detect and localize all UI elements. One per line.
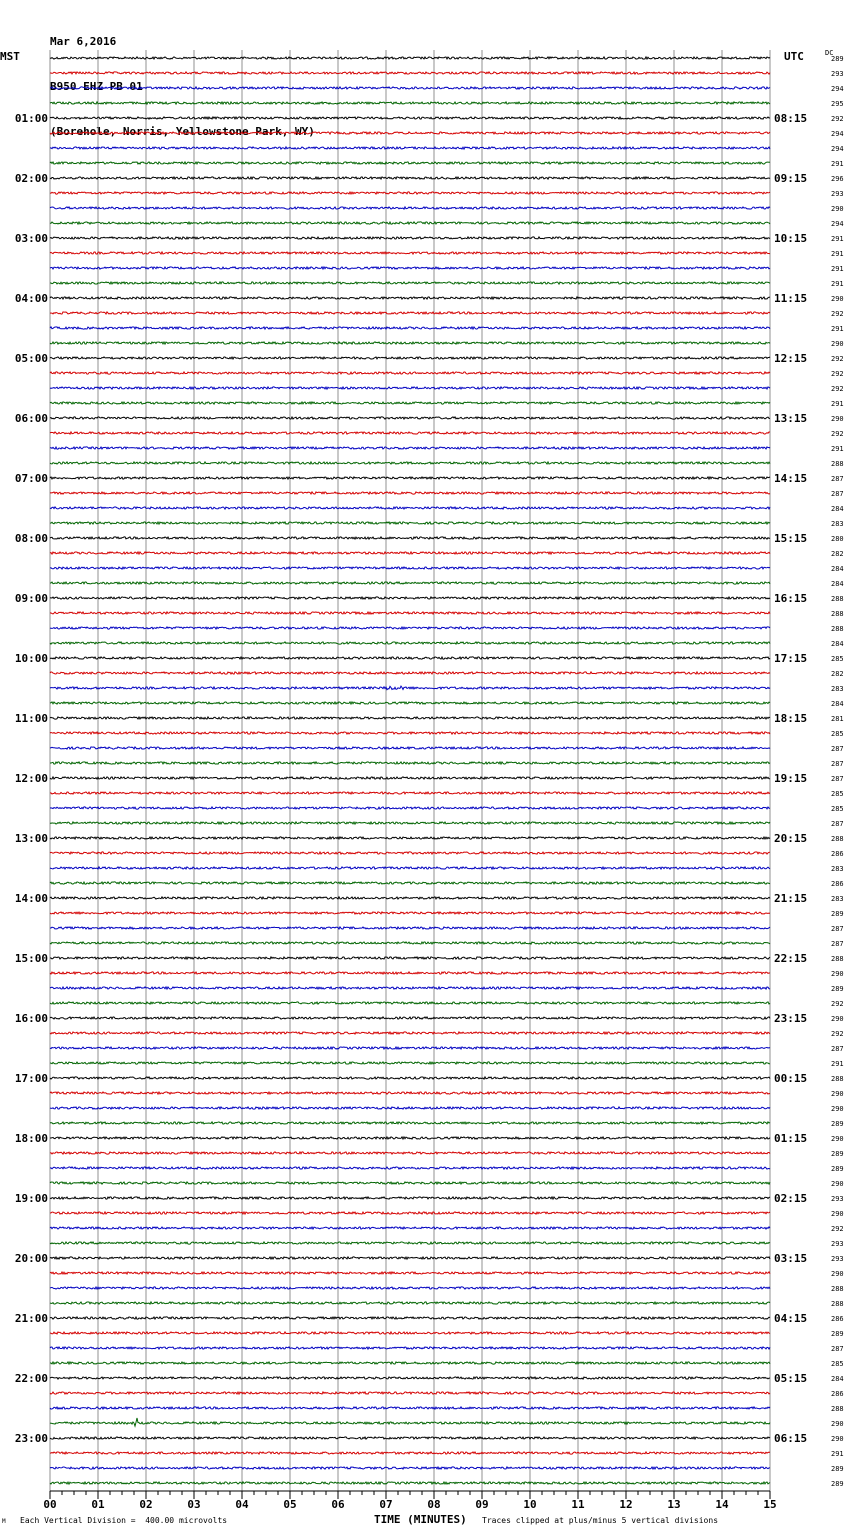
trace-line — [50, 57, 770, 59]
dc-offset-label: 280 — [831, 535, 844, 543]
trace-line — [50, 537, 770, 539]
left-hour-label: 16:00 — [14, 1012, 48, 1025]
x-tick-label: 08 — [427, 1498, 441, 1511]
dc-offset-label: 289 — [831, 985, 844, 993]
dc-offset-label: 292 — [831, 370, 844, 378]
dc-offset-label: 294 — [831, 130, 844, 138]
dc-offset-label: 292 — [831, 1225, 844, 1233]
dc-offset-label: 290 — [831, 1210, 844, 1218]
left-hour-label: 05:00 — [14, 352, 48, 365]
x-tick-label: 00 — [43, 1498, 57, 1511]
dc-offset-label: 284 — [831, 1375, 844, 1383]
dc-offset-label: 287 — [831, 490, 844, 498]
right-hour-label: 01:15 — [774, 1132, 808, 1145]
dc-offset-label: 290 — [831, 1090, 844, 1098]
trace-line — [50, 402, 770, 404]
trace-line — [50, 1047, 770, 1049]
trace-line — [50, 1212, 770, 1214]
trace-line — [50, 822, 770, 824]
dc-offset-label: 289 — [831, 1150, 844, 1158]
trace-line — [50, 132, 770, 134]
dc-offset-label: 291 — [831, 325, 844, 333]
trace-line — [50, 522, 770, 524]
dc-offset-label: 288 — [831, 625, 844, 633]
trace-line — [50, 1362, 770, 1364]
x-tick-label: 05 — [283, 1498, 297, 1511]
dc-offset-label: 290 — [831, 1180, 844, 1188]
trace-line — [50, 897, 770, 899]
trace-line — [50, 567, 770, 569]
trace-line — [50, 1377, 770, 1379]
dc-offset-label: 291 — [831, 1060, 844, 1068]
left-timezone-label: MST — [0, 50, 20, 63]
dc-offset-label: 286 — [831, 1315, 844, 1323]
clip-note: Traces clipped at plus/minus 5 vertical divisions — [482, 1516, 719, 1525]
right-hour-label: 18:15 — [774, 712, 808, 725]
trace-line — [50, 702, 770, 704]
trace-line — [50, 642, 770, 644]
dc-offset-label: 293 — [831, 190, 844, 198]
trace-line — [50, 1167, 770, 1169]
dc-offset-label: 285 — [831, 790, 844, 798]
left-hour-label: 10:00 — [14, 652, 48, 665]
right-hour-label: 05:15 — [774, 1372, 808, 1385]
left-hour-label: 20:00 — [14, 1252, 48, 1265]
dc-offset-label: 287 — [831, 1345, 844, 1353]
dc-offset-label: 284 — [831, 580, 844, 588]
dc-offset-label: 288 — [831, 610, 844, 618]
dc-offset-label: 291 — [831, 235, 844, 243]
record-date: Mar 6,2016 — [50, 35, 117, 48]
dc-offset-label: 288 — [831, 835, 844, 843]
right-hour-label: 16:15 — [774, 592, 808, 605]
left-hour-label: 03:00 — [14, 232, 48, 245]
trace-line — [50, 957, 770, 959]
trace-line — [50, 1062, 770, 1064]
right-hour-label: 04:15 — [774, 1312, 808, 1325]
trace-line — [50, 162, 770, 164]
trace-line — [50, 267, 770, 269]
dc-offset-label: 284 — [831, 565, 844, 573]
dc-offset-label: 288 — [831, 595, 844, 603]
trace-line — [50, 747, 770, 749]
dc-offset-label: 290 — [831, 415, 844, 423]
dc-offset-label: 292 — [831, 385, 844, 393]
left-hour-label: 07:00 — [14, 472, 48, 485]
dc-offset-label: 290 — [831, 970, 844, 978]
trace-line — [50, 1418, 770, 1426]
dc-offset-label: 287 — [831, 745, 844, 753]
dc-offset-label: 292 — [831, 430, 844, 438]
trace-line — [50, 432, 770, 434]
dc-offset-label: 293 — [831, 1240, 844, 1248]
trace-line — [50, 987, 770, 989]
x-tick-label: 14 — [715, 1498, 729, 1511]
trace-line — [50, 807, 770, 809]
dc-offset-label: 289 — [831, 1120, 844, 1128]
left-hour-label: 11:00 — [14, 712, 48, 725]
trace-line — [50, 1002, 770, 1004]
left-hour-label: 06:00 — [14, 412, 48, 425]
dc-offset-label: 282 — [831, 670, 844, 678]
dc-offset-label: 292 — [831, 1000, 844, 1008]
trace-line — [50, 72, 770, 74]
dc-offset-label: 291 — [831, 445, 844, 453]
left-hour-label: 02:00 — [14, 172, 48, 185]
dc-offset-label: 296 — [831, 175, 844, 183]
right-hour-label: 11:15 — [774, 292, 808, 305]
station-location: (Borehole, Norris, Yellowstone Park, WY) — [50, 125, 315, 138]
trace-line — [50, 447, 770, 449]
trace-line — [50, 777, 770, 779]
trace-line — [50, 717, 770, 719]
trace-line — [50, 582, 770, 584]
dc-offset-label: 288 — [831, 1285, 844, 1293]
dc-offset-label: 281 — [831, 715, 844, 723]
right-hour-label: 21:15 — [774, 892, 808, 905]
right-hour-label: 10:15 — [774, 232, 808, 245]
left-hour-label: 12:00 — [14, 772, 48, 785]
trace-line — [50, 492, 770, 494]
right-hour-label: 14:15 — [774, 472, 808, 485]
trace-line — [50, 252, 770, 254]
dc-offset-label: 290 — [831, 1435, 844, 1443]
trace-line — [50, 147, 770, 149]
left-hour-label: 01:00 — [14, 112, 48, 125]
trace-line — [50, 1137, 770, 1139]
dc-offset-label: 284 — [831, 640, 844, 648]
trace-line — [50, 867, 770, 869]
trace-line — [50, 1332, 770, 1334]
dc-offset-label: 285 — [831, 655, 844, 663]
x-tick-label: 15 — [763, 1498, 777, 1511]
trace-line — [50, 507, 770, 509]
right-hour-label: 20:15 — [774, 832, 808, 845]
left-hour-label: 13:00 — [14, 832, 48, 845]
trace-line — [50, 1302, 770, 1304]
dc-offset-label: 286 — [831, 880, 844, 888]
dc-offset-label: 288 — [831, 1300, 844, 1308]
left-hour-label: 17:00 — [14, 1072, 48, 1085]
trace-line — [50, 1347, 770, 1349]
trace-line — [50, 1317, 770, 1319]
dc-offset-label: 287 — [831, 925, 844, 933]
x-tick-label: 01 — [91, 1498, 105, 1511]
dc-offset-label: 288 — [831, 1075, 844, 1083]
trace-line — [50, 117, 770, 119]
right-hour-label: 02:15 — [774, 1192, 808, 1205]
trace-line — [50, 552, 770, 554]
x-tick-label: 07 — [379, 1498, 393, 1511]
trace-line — [50, 792, 770, 794]
trace-line — [50, 237, 770, 239]
right-hour-label: 00:15 — [774, 1072, 808, 1085]
dc-offset-label: 291 — [831, 1450, 844, 1458]
dc-offset-label: 286 — [831, 1390, 844, 1398]
right-hour-label: 17:15 — [774, 652, 808, 665]
dc-offset-label: 293 — [831, 1195, 844, 1203]
right-hour-label: 09:15 — [774, 172, 808, 185]
dc-offset-label: 283 — [831, 865, 844, 873]
trace-line — [50, 1482, 770, 1484]
x-tick-label: 06 — [331, 1498, 345, 1511]
right-hour-label: 08:15 — [774, 112, 808, 125]
left-hour-label: 19:00 — [14, 1192, 48, 1205]
dc-offset-label: 285 — [831, 805, 844, 813]
right-hour-label: 22:15 — [774, 952, 808, 965]
dc-offset-label: 287 — [831, 775, 844, 783]
dc-offset-label: 291 — [831, 400, 844, 408]
left-hour-label: 15:00 — [14, 952, 48, 965]
left-hour-label: 04:00 — [14, 292, 48, 305]
right-hour-label: 12:15 — [774, 352, 808, 365]
dc-offset-label: 293 — [831, 70, 844, 78]
dc-offset-label: 287 — [831, 940, 844, 948]
right-hour-label: 03:15 — [774, 1252, 808, 1265]
x-tick-label: 11 — [571, 1498, 585, 1511]
dc-offset-label: 287 — [831, 820, 844, 828]
dc-offset-label: 291 — [831, 280, 844, 288]
trace-line — [50, 387, 770, 389]
dc-offset-label: 289 — [831, 1330, 844, 1338]
right-hour-label: 15:15 — [774, 532, 808, 545]
dc-offset-label: 291 — [831, 250, 844, 258]
trace-line — [50, 342, 770, 344]
trace-line — [50, 1272, 770, 1274]
trace-line — [50, 357, 770, 359]
trace-line — [50, 222, 770, 224]
trace-line — [50, 672, 770, 674]
trace-line — [50, 686, 770, 690]
dc-offset-label: 287 — [831, 475, 844, 483]
trace-line — [50, 597, 770, 599]
trace-line — [50, 297, 770, 299]
dc-offset-label: 282 — [831, 550, 844, 558]
trace-line — [50, 87, 770, 89]
trace-line — [50, 1227, 770, 1229]
trace-line — [50, 1107, 770, 1109]
trace-line — [50, 1122, 770, 1124]
trace-line — [50, 1437, 770, 1439]
dc-offset-label: 283 — [831, 685, 844, 693]
trace-line — [50, 657, 770, 659]
dc-offset-label: 285 — [831, 1360, 844, 1368]
dc-offset-label: 295 — [831, 100, 844, 108]
trace-line — [50, 1197, 770, 1199]
trace-line — [50, 732, 770, 734]
trace-line — [50, 312, 770, 314]
left-hour-label: 18:00 — [14, 1132, 48, 1145]
trace-line — [50, 837, 770, 839]
trace-line — [50, 912, 770, 914]
right-hour-label: 19:15 — [774, 772, 808, 785]
scale-note: Each Vertical Division = 400.00 microvolts — [20, 1516, 228, 1525]
dc-offset-label: 290 — [831, 205, 844, 213]
dc-offset-label: 288 — [831, 955, 844, 963]
trace-line — [50, 1092, 770, 1094]
dc-offset-label: 285 — [831, 730, 844, 738]
dc-column-label: DC — [825, 49, 834, 57]
trace-line — [50, 1152, 770, 1154]
dc-offset-label: 290 — [831, 1015, 844, 1023]
dc-offset-label: 289 — [831, 1465, 844, 1473]
trace-line — [50, 1242, 770, 1244]
dc-offset-label: 283 — [831, 520, 844, 528]
trace-line — [50, 207, 770, 209]
trace-line — [50, 477, 770, 479]
trace-line — [50, 972, 770, 974]
dc-offset-label: 289 — [831, 1480, 844, 1488]
dc-offset-label: 283 — [831, 895, 844, 903]
dc-offset-label: 293 — [831, 1255, 844, 1263]
left-hour-label: 14:00 — [14, 892, 48, 905]
left-hour-label: 21:00 — [14, 1312, 48, 1325]
trace-line — [50, 1287, 770, 1289]
dc-offset-label: 290 — [831, 340, 844, 348]
left-hour-label: 09:00 — [14, 592, 48, 605]
dc-offset-label: 292 — [831, 1030, 844, 1038]
dc-offset-label: 294 — [831, 85, 844, 93]
trace-line — [50, 927, 770, 929]
dc-offset-label: 284 — [831, 505, 844, 513]
trace-line — [50, 1467, 770, 1469]
right-timezone-label: UTC — [784, 50, 804, 63]
trace-line — [50, 1392, 770, 1394]
left-hour-label: 22:00 — [14, 1372, 48, 1385]
dc-offset-label: 294 — [831, 145, 844, 153]
trace-line — [50, 627, 770, 629]
trace-line — [50, 192, 770, 194]
dc-offset-label: 289 — [831, 1165, 844, 1173]
station-code: B950 EHZ PB 01 — [50, 80, 143, 93]
trace-line — [50, 1257, 770, 1259]
dc-offset-label: 289 — [831, 910, 844, 918]
trace-line — [50, 282, 770, 284]
left-hour-label: 23:00 — [14, 1432, 48, 1445]
dc-offset-label: 290 — [831, 295, 844, 303]
dc-offset-label: 284 — [831, 700, 844, 708]
dc-offset-label: 286 — [831, 850, 844, 858]
trace-line — [50, 417, 770, 419]
trace-line — [50, 762, 770, 764]
trace-line — [50, 462, 770, 464]
x-axis-title: TIME (MINUTES) — [374, 1513, 467, 1526]
dc-offset-label: 288 — [831, 460, 844, 468]
dc-offset-label: 292 — [831, 310, 844, 318]
trace-line — [50, 177, 770, 179]
right-hour-label: 23:15 — [774, 1012, 808, 1025]
trace-line — [50, 1077, 770, 1079]
dc-offset-label: 291 — [831, 160, 844, 168]
dc-offset-label: 287 — [831, 1045, 844, 1053]
left-hour-label: 08:00 — [14, 532, 48, 545]
trace-line — [50, 1032, 770, 1034]
x-tick-label: 10 — [523, 1498, 537, 1511]
dc-offset-label: 290 — [831, 1135, 844, 1143]
trace-line — [50, 852, 770, 854]
dc-offset-label: 288 — [831, 1405, 844, 1413]
trace-line — [50, 1017, 770, 1019]
dc-offset-label: 289 — [831, 55, 844, 63]
dc-offset-label: 290 — [831, 1420, 844, 1428]
dc-offset-label: 292 — [831, 355, 844, 363]
x-tick-label: 09 — [475, 1498, 489, 1511]
trace-line — [50, 372, 770, 374]
x-tick-label: 04 — [235, 1498, 249, 1511]
x-tick-label: 03 — [187, 1498, 201, 1511]
dc-offset-label: 290 — [831, 1270, 844, 1278]
trace-line — [50, 612, 770, 614]
x-tick-label: 02 — [139, 1498, 153, 1511]
right-hour-label: 13:15 — [774, 412, 808, 425]
dc-offset-label: 294 — [831, 220, 844, 228]
trace-line — [50, 1182, 770, 1184]
dc-offset-label: 287 — [831, 760, 844, 768]
trace-line — [50, 942, 770, 944]
x-tick-label: 12 — [619, 1498, 633, 1511]
trace-line — [50, 882, 770, 884]
dc-offset-label: 291 — [831, 265, 844, 273]
trace-line — [50, 102, 770, 104]
trace-line — [50, 1452, 770, 1454]
dc-offset-label: 292 — [831, 115, 844, 123]
dc-offset-label: 290 — [831, 1105, 844, 1113]
corner-mark: M — [2, 1518, 6, 1525]
trace-line — [50, 327, 770, 329]
trace-line — [50, 1407, 770, 1409]
right-hour-label: 06:15 — [774, 1432, 808, 1445]
x-tick-label: 13 — [667, 1498, 681, 1511]
